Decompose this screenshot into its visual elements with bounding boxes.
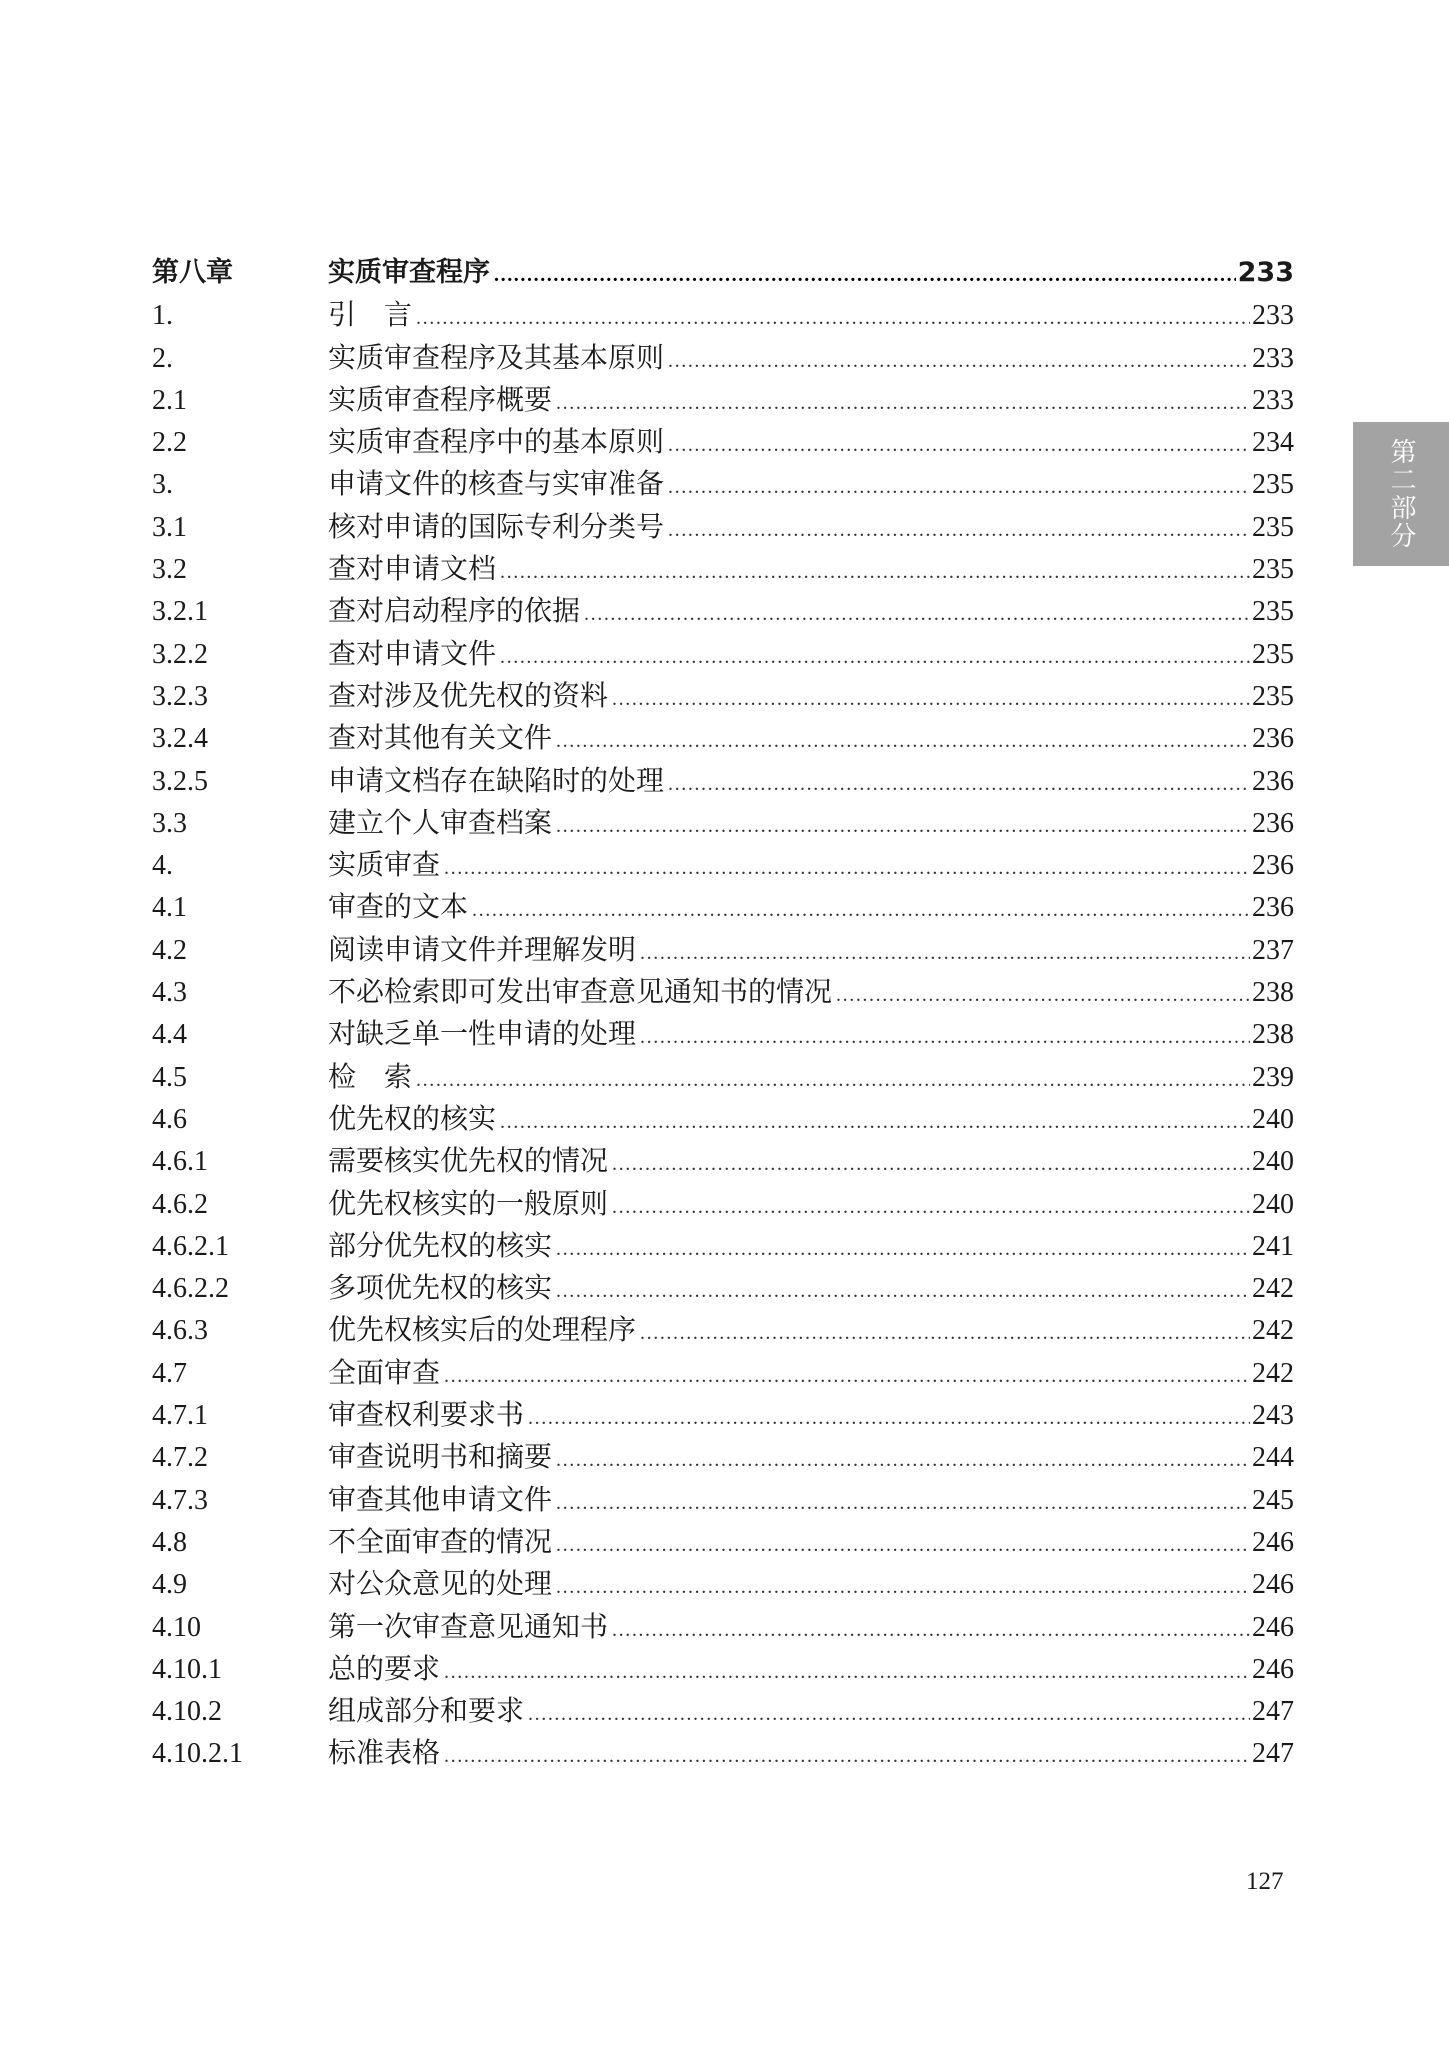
toc-leader-dots bbox=[584, 593, 1250, 635]
toc-entry bbox=[152, 971, 1294, 1013]
toc-entry-number: 1. bbox=[152, 300, 173, 332]
toc-entry bbox=[152, 1394, 1294, 1436]
toc-leader-dots bbox=[556, 1270, 1250, 1312]
toc-entry-page: 240 bbox=[1252, 1146, 1294, 1178]
toc-entry-number: 4.10 bbox=[152, 1611, 201, 1643]
toc-entry-page: 236 bbox=[1252, 892, 1294, 924]
toc-entry bbox=[152, 1479, 1294, 1521]
toc-leader-dots bbox=[556, 720, 1250, 762]
toc-entry bbox=[152, 463, 1294, 505]
toc-entry-number: 4.9 bbox=[152, 1569, 187, 1601]
toc-entry bbox=[152, 760, 1294, 802]
toc-leader-dots bbox=[668, 424, 1250, 466]
table-of-contents bbox=[152, 252, 1294, 1775]
toc-entry-page: 233 bbox=[1252, 342, 1294, 374]
toc-entry-title: 组成部分和要求 bbox=[328, 1694, 525, 1728]
toc-leader-dots bbox=[556, 1524, 1250, 1566]
toc-entry-number: 2. bbox=[152, 342, 173, 374]
toc-entry-number: 4.6.1 bbox=[152, 1146, 208, 1178]
toc-entry-title: 引 言 bbox=[328, 298, 413, 332]
toc-entry-number: 3.3 bbox=[152, 807, 187, 839]
toc-entry-number: 3.2 bbox=[152, 554, 187, 586]
toc-entry-number: 3.2.3 bbox=[152, 680, 208, 712]
toc-entry bbox=[152, 1267, 1294, 1309]
toc-chapter-heading bbox=[152, 252, 1294, 294]
toc-entry bbox=[152, 1013, 1294, 1055]
toc-entry-title: 查对启动程序的依据 bbox=[328, 594, 581, 628]
toc-entry-title: 审查说明书和摘要 bbox=[328, 1440, 553, 1474]
toc-entry bbox=[152, 1309, 1294, 1351]
toc-entry-page: 235 bbox=[1252, 596, 1294, 628]
toc-entry-page: 234 bbox=[1252, 427, 1294, 459]
toc-leader-dots bbox=[668, 509, 1250, 551]
toc-entry-number: 4.7.2 bbox=[152, 1442, 208, 1474]
toc-entry-page: 233 bbox=[1237, 257, 1294, 288]
toc-leader-dots bbox=[556, 1482, 1250, 1524]
toc-entry bbox=[152, 1436, 1294, 1478]
toc-leader-dots bbox=[556, 1228, 1250, 1270]
toc-entry-title: 标准表格 bbox=[328, 1736, 441, 1770]
toc-entry-number: 2.1 bbox=[152, 384, 187, 416]
toc-entry-page: 242 bbox=[1252, 1315, 1294, 1347]
toc-entry-title: 不必检索即可发出审查意见通知书的情况 bbox=[328, 975, 833, 1009]
toc-leader-dots bbox=[500, 1101, 1250, 1143]
toc-leader-dots bbox=[640, 1016, 1250, 1058]
toc-entry-title: 审查的文本 bbox=[328, 890, 469, 924]
toc-leader-dots bbox=[640, 1312, 1250, 1354]
toc-entry-page: 233 bbox=[1252, 300, 1294, 332]
toc-leader-dots bbox=[444, 847, 1250, 889]
toc-entry-page: 236 bbox=[1252, 850, 1294, 882]
toc-entry bbox=[152, 1098, 1294, 1140]
toc-entry bbox=[152, 675, 1294, 717]
toc-entry-number: 3.2.1 bbox=[152, 596, 208, 628]
toc-entry-title: 部分优先权的核实 bbox=[328, 1228, 553, 1262]
toc-entry-number: 3.2.4 bbox=[152, 723, 208, 755]
toc-entry bbox=[152, 1690, 1294, 1732]
toc-leader-dots bbox=[556, 382, 1250, 424]
toc-leader-dots bbox=[836, 974, 1250, 1016]
toc-entry-page: 246 bbox=[1252, 1526, 1294, 1558]
toc-leader-dots bbox=[528, 1693, 1250, 1735]
toc-entry-page: 242 bbox=[1252, 1357, 1294, 1389]
toc-entry-title: 查对申请文件 bbox=[328, 636, 497, 670]
toc-entry-page: 247 bbox=[1252, 1696, 1294, 1728]
toc-entry bbox=[152, 1521, 1294, 1563]
toc-entry-number: 4.6.2.2 bbox=[152, 1273, 229, 1305]
toc-leader-dots bbox=[640, 932, 1250, 974]
toc-leader-dots bbox=[556, 1566, 1250, 1608]
toc-entry bbox=[152, 633, 1294, 675]
toc-entry-title: 审查其他申请文件 bbox=[328, 1482, 553, 1516]
toc-entry-title: 总的要求 bbox=[328, 1651, 441, 1685]
toc-entry-title: 实质审查程序 bbox=[328, 257, 490, 288]
toc-entry-title: 优先权的核实 bbox=[328, 1101, 497, 1135]
toc-leader-dots bbox=[444, 1735, 1250, 1777]
toc-entry bbox=[152, 548, 1294, 590]
toc-leader-dots bbox=[494, 254, 1236, 296]
toc-entry-page: 239 bbox=[1252, 1061, 1294, 1093]
toc-entry-number: 4.7.3 bbox=[152, 1484, 208, 1516]
toc-entry bbox=[152, 929, 1294, 971]
toc-entry-number: 4.4 bbox=[152, 1019, 187, 1051]
toc-entry-title: 多项优先权的核实 bbox=[328, 1271, 553, 1305]
toc-entry bbox=[152, 506, 1294, 548]
toc-leader-dots bbox=[416, 1059, 1250, 1101]
toc-entry-title: 需要核实优先权的情况 bbox=[328, 1144, 609, 1178]
toc-entry bbox=[152, 1183, 1294, 1225]
toc-entry-number: 4.8 bbox=[152, 1526, 187, 1558]
toc-entry-number: 4.6.2 bbox=[152, 1188, 208, 1220]
toc-leader-dots bbox=[668, 340, 1250, 382]
toc-entry-page: 241 bbox=[1252, 1230, 1294, 1262]
toc-entry-title: 阅读申请文件并理解发明 bbox=[328, 932, 637, 966]
toc-leader-dots bbox=[668, 466, 1250, 508]
toc-entry-number: 3.2.5 bbox=[152, 765, 208, 797]
toc-entry-page: 236 bbox=[1252, 807, 1294, 839]
toc-entry-title: 对公众意见的处理 bbox=[328, 1567, 553, 1601]
page-number: 127 bbox=[1246, 1868, 1284, 1895]
toc-entry bbox=[152, 1352, 1294, 1394]
toc-entry-title: 查对其他有关文件 bbox=[328, 721, 553, 755]
toc-entry-page: 233 bbox=[1252, 384, 1294, 416]
toc-entry-page: 235 bbox=[1252, 554, 1294, 586]
toc-entry-page: 246 bbox=[1252, 1653, 1294, 1685]
toc-entry bbox=[152, 1606, 1294, 1648]
toc-entry bbox=[152, 1563, 1294, 1605]
toc-entry-page: 246 bbox=[1252, 1569, 1294, 1601]
section-side-tab bbox=[1353, 422, 1449, 566]
toc-leader-dots bbox=[556, 805, 1250, 847]
toc-entry-number: 4.2 bbox=[152, 934, 187, 966]
toc-entry-page: 246 bbox=[1252, 1611, 1294, 1643]
toc-leader-dots bbox=[528, 1397, 1250, 1439]
toc-entry-title: 查对涉及优先权的资料 bbox=[328, 678, 609, 712]
toc-entry-page: 242 bbox=[1252, 1273, 1294, 1305]
toc-leader-dots bbox=[416, 297, 1250, 339]
toc-leader-dots bbox=[612, 1143, 1250, 1185]
toc-entry-number: 4.3 bbox=[152, 977, 187, 1009]
toc-entry-number: 4.7.1 bbox=[152, 1400, 208, 1432]
toc-entry-title: 不全面审查的情况 bbox=[328, 1524, 553, 1558]
toc-entry bbox=[152, 886, 1294, 928]
toc-entry-title: 全面审查 bbox=[328, 1355, 441, 1389]
toc-entry-title: 查对申请文档 bbox=[328, 552, 497, 586]
toc-entry bbox=[152, 421, 1294, 463]
toc-entry-page: 237 bbox=[1252, 934, 1294, 966]
toc-entry bbox=[152, 1056, 1294, 1098]
toc-entry bbox=[152, 1225, 1294, 1267]
toc-entry bbox=[152, 379, 1294, 421]
toc-entry-title: 对缺乏单一性申请的处理 bbox=[328, 1017, 637, 1051]
toc-entry-number: 4.10.2 bbox=[152, 1696, 222, 1728]
toc-entry-page: 240 bbox=[1252, 1188, 1294, 1220]
toc-entry-page: 235 bbox=[1252, 638, 1294, 670]
toc-leader-dots bbox=[444, 1651, 1250, 1693]
toc-entry-title: 申请文件的核查与实审准备 bbox=[328, 467, 665, 501]
toc-entry-number: 4.6.2.1 bbox=[152, 1230, 229, 1262]
toc-leader-dots bbox=[444, 1355, 1250, 1397]
toc-entry-title: 核对申请的国际专利分类号 bbox=[328, 509, 665, 543]
toc-entry-number: 第八章 bbox=[152, 257, 233, 288]
toc-entry-page: 243 bbox=[1252, 1400, 1294, 1432]
toc-entry bbox=[152, 590, 1294, 632]
toc-entry-title: 检 索 bbox=[328, 1059, 413, 1093]
toc-leader-dots bbox=[472, 889, 1250, 931]
toc-entry-title: 实质审查 bbox=[328, 848, 441, 882]
toc-entry bbox=[152, 1140, 1294, 1182]
toc-entry bbox=[152, 337, 1294, 379]
toc-entry-number: 4.5 bbox=[152, 1061, 187, 1093]
toc-entry-page: 236 bbox=[1252, 765, 1294, 797]
toc-entry bbox=[152, 1732, 1294, 1774]
toc-entry bbox=[152, 1648, 1294, 1690]
toc-entry-title: 建立个人审查档案 bbox=[328, 805, 553, 839]
toc-leader-dots bbox=[500, 551, 1250, 593]
toc-entry-title: 优先权核实后的处理程序 bbox=[328, 1313, 637, 1347]
toc-entry-page: 245 bbox=[1252, 1484, 1294, 1516]
toc-entry-page: 235 bbox=[1252, 511, 1294, 543]
toc-entry bbox=[152, 802, 1294, 844]
toc-leader-dots bbox=[556, 1439, 1250, 1481]
toc-entry bbox=[152, 294, 1294, 336]
toc-entry-title: 优先权核实的一般原则 bbox=[328, 1186, 609, 1220]
toc-entry-number: 4.1 bbox=[152, 892, 187, 924]
toc-entry-number: 3.1 bbox=[152, 511, 187, 543]
toc-entry-page: 238 bbox=[1252, 977, 1294, 1009]
toc-entry bbox=[152, 844, 1294, 886]
toc-entry-title: 实质审查程序及其基本原则 bbox=[328, 340, 665, 374]
toc-entry-page: 244 bbox=[1252, 1442, 1294, 1474]
section-side-tab-label: 第二部分 bbox=[1386, 438, 1416, 550]
toc-entry-page: 235 bbox=[1252, 469, 1294, 501]
toc-entry-page: 247 bbox=[1252, 1738, 1294, 1770]
toc-entry-number: 4.10.2.1 bbox=[152, 1738, 243, 1770]
toc-entry-page: 235 bbox=[1252, 680, 1294, 712]
toc-entry-number: 4.10.1 bbox=[152, 1653, 222, 1685]
toc-entry-page: 240 bbox=[1252, 1103, 1294, 1135]
toc-entry-page: 236 bbox=[1252, 723, 1294, 755]
toc-entry-title: 实质审查程序中的基本原则 bbox=[328, 425, 665, 459]
toc-entry-number: 3.2.2 bbox=[152, 638, 208, 670]
toc-entry-number: 4.7 bbox=[152, 1357, 187, 1389]
toc-leader-dots bbox=[612, 678, 1250, 720]
toc-entry-title: 审查权利要求书 bbox=[328, 1398, 525, 1432]
toc-entry-number: 4.6.3 bbox=[152, 1315, 208, 1347]
toc-entry-title: 第一次审查意见通知书 bbox=[328, 1609, 609, 1643]
toc-entry-page: 238 bbox=[1252, 1019, 1294, 1051]
toc-entry-number: 4. bbox=[152, 850, 173, 882]
toc-leader-dots bbox=[612, 1609, 1250, 1651]
toc-entry-title: 申请文档存在缺陷时的处理 bbox=[328, 763, 665, 797]
toc-entry bbox=[152, 717, 1294, 759]
toc-entry-title: 实质审查程序概要 bbox=[328, 382, 553, 416]
toc-entry-number: 4.6 bbox=[152, 1103, 187, 1135]
toc-leader-dots bbox=[500, 636, 1250, 678]
toc-entry-number: 3. bbox=[152, 469, 173, 501]
toc-leader-dots bbox=[668, 763, 1250, 805]
toc-entry-number: 2.2 bbox=[152, 427, 187, 459]
toc-leader-dots bbox=[612, 1186, 1250, 1228]
